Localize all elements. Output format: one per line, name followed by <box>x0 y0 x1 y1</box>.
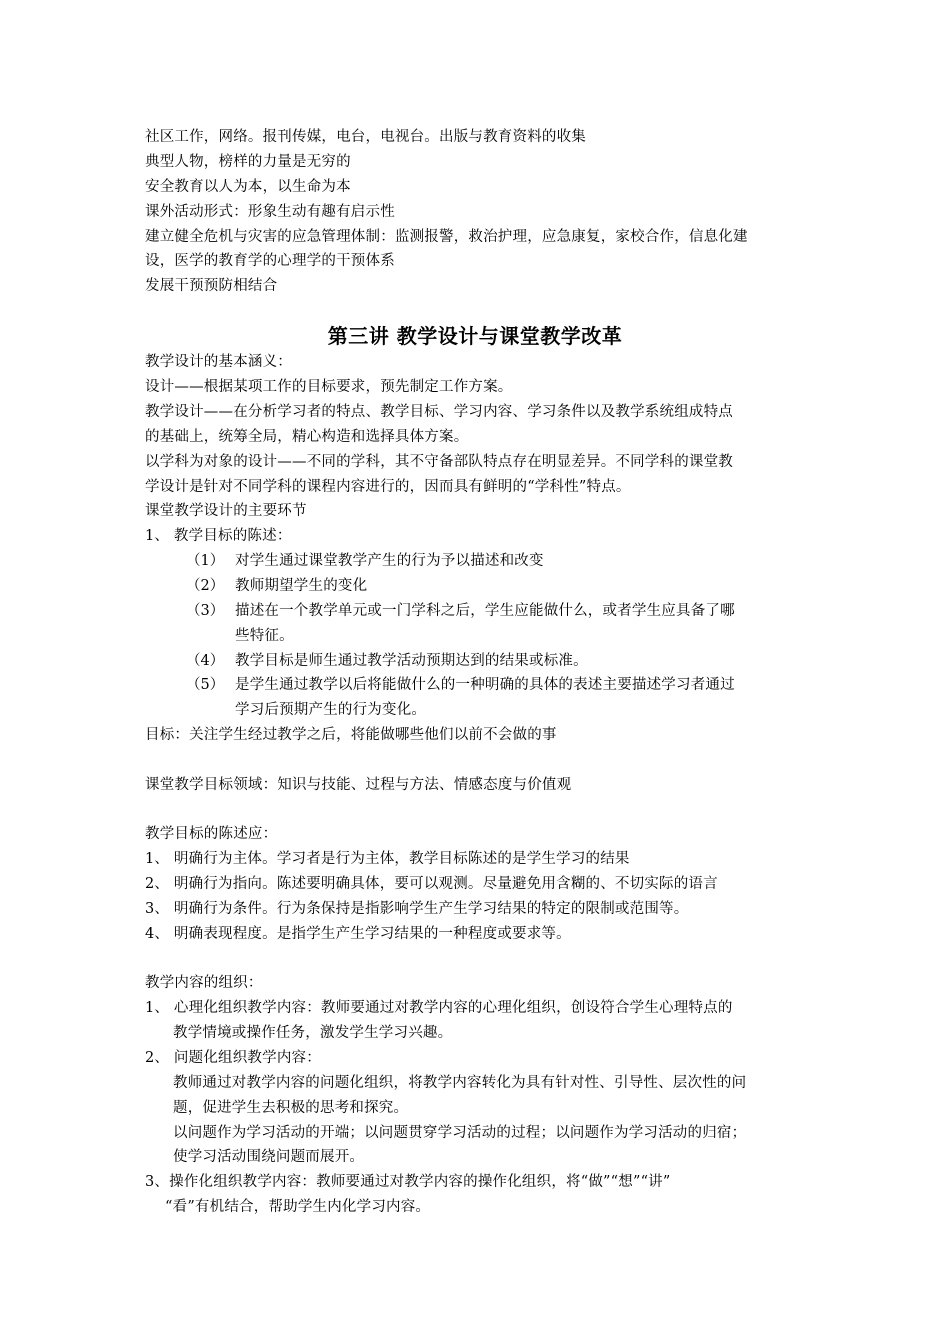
statement-heading: 教学目标的陈述应： <box>145 826 278 842</box>
text-line: 课外活动形式：形象生动有趣有启示性 <box>145 204 395 220</box>
text-line: 设，医学的教育学的心理学的干预体系 <box>145 253 395 269</box>
list-item: 2、 明确行为指向。陈述要明确具体，要可以观测。尽量避免用含糊的、不切实际的语言 <box>145 876 718 892</box>
sub-item-text: 教学目标是师生通过教学活动预期达到的结果或标准。 <box>235 653 588 669</box>
section-title: 第三讲 教学设计与课堂教学改革 <box>327 324 623 348</box>
sub-item-text: 教师期望学生的变化 <box>235 578 368 594</box>
step-1-heading: 1、 教学目标的陈述： <box>145 528 292 544</box>
list-item: 3、 明确行为条件。行为条保持是指影响学生产生学习结果的特定的限制或范围等。 <box>145 901 689 917</box>
text-line: 社区工作，网络。报刊传媒，电台，电视台。出版与教育资料的收集 <box>145 129 586 145</box>
sub-item-number: （2） <box>186 578 225 594</box>
text-line: 发展干预预防相结合 <box>145 278 278 294</box>
sub-item-continuation: 学习后预期产生的行为变化。 <box>235 702 427 718</box>
sub-item-text: 对学生通过课堂教学产生的行为予以描述和改变 <box>235 553 544 569</box>
content-item-2: 2、 问题化组织教学内容： <box>145 1050 321 1066</box>
text-line: 安全教育以人为本，以生命为本 <box>145 179 351 195</box>
design-def-3a: 以学科为对象的设计——不同的学科，其不守备部队特点存在明显差异。不同学科的课堂教 <box>145 454 733 470</box>
list-item: 4、 明确表现程度。是指学生产生学习结果的一种程度或要求等。 <box>145 926 571 942</box>
design-def-3b: 学设计是针对不同学科的课程内容进行的，因而具有鲜明的“学科性”特点。 <box>145 479 631 495</box>
content-heading: 教学内容的组织： <box>145 975 263 991</box>
content-item-2-para-2b: 使学习活动围绕问题而展开。 <box>173 1149 365 1165</box>
design-def-1: 设计——根据某项工作的目标要求，预先制定工作方案。 <box>145 379 513 395</box>
sub-item-number: （5） <box>186 677 225 693</box>
design-intro: 教学设计的基本涵义： <box>145 354 292 370</box>
goal-note: 目标：关注学生经过教学之后，将能做哪些他们以前不会做的事 <box>145 727 557 743</box>
content-item-3a: 3、操作化组织教学内容：教师要通过对教学内容的操作化组织，将“做”“想”“讲” <box>145 1174 671 1190</box>
content-item-1b: 教学情境或操作任务，激发学生学习兴趣。 <box>173 1025 453 1041</box>
sub-item-text: 描述在一个教学单元或一门学科之后，学生应能做什么，或者学生应具备了哪 <box>235 603 735 619</box>
content-item-3b: “看”有机结合，帮助学生内化学习内容。 <box>165 1199 431 1215</box>
text-line: 建立健全危机与灾害的应急管理体制：监测报警，救治护理，应急康复，家校合作，信息化建 <box>145 229 748 245</box>
list-item: 1、 明确行为主体。学习者是行为主体，教学目标陈述的是学生学习的结果 <box>145 851 630 867</box>
sub-item-text: 是学生通过教学以后将能做什么的一种明确的具体的表述主要描述学习者通过 <box>235 677 735 693</box>
sub-item-number: （1） <box>186 553 225 569</box>
design-def-2b: 的基础上，统筹全局，精心构造和选择具体方案。 <box>145 429 469 445</box>
main-steps-heading: 课堂教学设计的主要环节 <box>145 503 307 519</box>
text-line: 典型人物，榜样的力量是无穷的 <box>145 154 351 170</box>
design-def-2a: 教学设计——在分析学习者的特点、教学目标、学习内容、学习条件以及教学系统组成特点 <box>145 404 733 420</box>
sub-item-number: （3） <box>186 603 225 619</box>
content-item-2-para-1a: 教师通过对教学内容的问题化组织，将教学内容转化为具有针对性、引导性、层次性的问 <box>173 1075 747 1091</box>
content-item-2-para-1b: 题，促进学生去积极的思考和探究。 <box>173 1100 409 1116</box>
content-item-2-para-2a: 以问题作为学习活动的开端；以问题贯穿学习活动的过程；以问题作为学习活动的归宿； <box>173 1125 747 1141</box>
sub-item-number: （4） <box>186 653 225 669</box>
content-item-1a: 1、 心理化组织教学内容：教师要通过对教学内容的心理化组织，创设符合学生心理特点的 <box>145 1000 733 1016</box>
goal-domains: 课堂教学目标领域：知识与技能、过程与方法、情感态度与价值观 <box>145 777 572 793</box>
sub-item-continuation: 些特征。 <box>235 628 294 644</box>
